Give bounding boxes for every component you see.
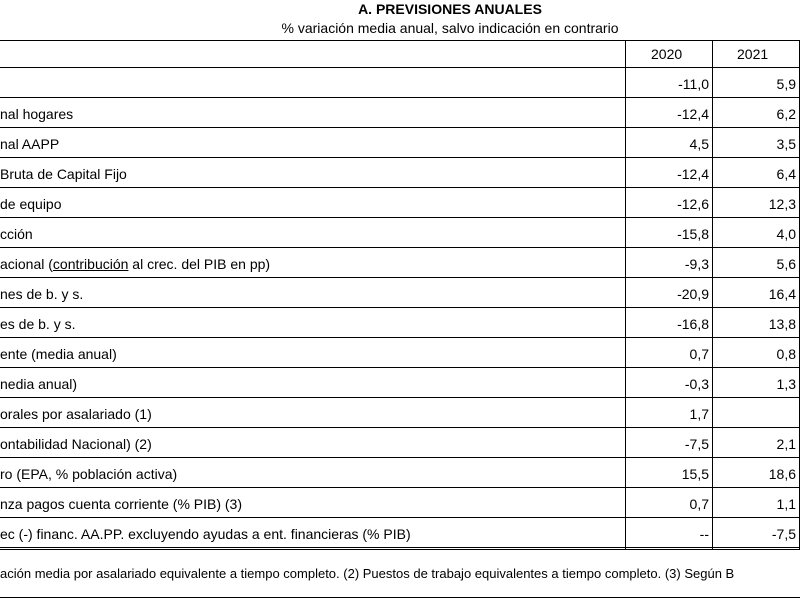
cell-2021: 6,4 — [776, 166, 796, 182]
row-label: es de b. y s. — [0, 316, 76, 332]
table-bottom-border — [0, 549, 800, 550]
cell-2020: -0,3 — [684, 376, 709, 392]
row-label-prefix: acional ( — [0, 256, 53, 272]
table-row — [0, 98, 800, 128]
row-label: ro (EPA, % población activa) — [0, 466, 178, 482]
row-label: Bruta de Capital Fijo — [0, 166, 127, 182]
cell-2021: 5,6 — [776, 256, 796, 272]
table-row — [0, 248, 800, 278]
cell-2021: 12,3 — [768, 196, 796, 212]
table-row — [0, 188, 800, 218]
table-row — [0, 398, 800, 428]
cell-2021: 0,8 — [776, 346, 796, 362]
cell-2021: 1,1 — [776, 496, 796, 512]
table-row — [0, 458, 800, 488]
row-separator — [0, 547, 800, 548]
cell-2020: 0,7 — [689, 496, 709, 512]
row-label-underlined: contribución — [52, 256, 129, 272]
table-row — [0, 128, 800, 158]
table-row — [0, 308, 800, 338]
row-label — [0, 256, 270, 272]
row-label: nal hogares — [0, 106, 74, 122]
cell-2020: -16,8 — [677, 316, 709, 332]
table-row — [0, 68, 800, 98]
row-label: de equipo — [0, 196, 62, 212]
row-label: nal AAPP — [0, 136, 60, 152]
table-subtitle: % variación media anual, salvo indicación en contrario — [281, 20, 619, 36]
top-border — [0, 40, 800, 41]
row-label: ec (-) financ. AA.PP. excluyendo ayudas a ent. financieras (% PIB) — [0, 526, 411, 542]
page-bottom-border — [0, 597, 800, 598]
cell-2020: -12,4 — [677, 106, 709, 122]
cell-2020: -7,5 — [684, 436, 709, 452]
cell-2020: -12,6 — [677, 196, 709, 212]
table-row — [0, 218, 800, 248]
cell-2021: 6,2 — [776, 106, 796, 122]
table-row — [0, 338, 800, 368]
row-label: nedia anual) — [0, 376, 78, 392]
row-label: ontabilidad Nacional) (2) — [0, 436, 152, 452]
cell-2021: 2,1 — [776, 436, 796, 452]
table-row — [0, 158, 800, 188]
table-row — [0, 428, 800, 458]
cell-2020: -20,9 — [677, 286, 709, 302]
cell-2021: 16,4 — [768, 286, 796, 302]
cell-2020: 0,7 — [689, 346, 709, 362]
cell-2020: -9,3 — [684, 256, 709, 272]
cell-2021: 1,3 — [776, 376, 796, 392]
cell-2021: 3,5 — [776, 136, 796, 152]
row-label: nes de b. y s. — [0, 286, 84, 302]
cell-2021: 18,6 — [768, 466, 796, 482]
cell-2021: 13,8 — [768, 316, 796, 332]
table-title: A. PREVISIONES ANUALES — [358, 1, 542, 17]
cell-2020: -12,4 — [677, 166, 709, 182]
row-label: cción — [0, 226, 33, 242]
cell-2020: -15,8 — [677, 226, 709, 242]
cell-2020: -11,0 — [678, 76, 709, 92]
table-row — [0, 488, 800, 518]
table-row — [0, 278, 800, 308]
cell-2020: 1,7 — [689, 406, 709, 422]
table-row — [0, 368, 800, 398]
row-label-suffix: al crec. del PIB en pp) — [128, 256, 271, 272]
cell-2020: -- — [699, 526, 709, 542]
cell-2020: 4,5 — [689, 136, 709, 152]
cell-2020: 15,5 — [681, 466, 709, 482]
row-label: nza pagos cuenta corriente (% PIB) (3) — [0, 496, 243, 512]
row-label: orales por asalariado (1) — [0, 406, 152, 422]
row-label: ente (media anual) — [0, 346, 117, 362]
table-row — [0, 518, 800, 548]
cell-2021: 4,0 — [776, 226, 796, 242]
cell-2021: -7,5 — [771, 526, 796, 542]
footnote: ación media por asalariado equivalente a tiempo completo. (2) Puestos de trabajo equivalentes a tiempo completo. (3) Según B — [0, 566, 735, 581]
cell-2021: 5,9 — [776, 76, 796, 92]
year-header-2020: 2020 — [651, 46, 683, 62]
year-header-2021: 2021 — [737, 46, 769, 62]
